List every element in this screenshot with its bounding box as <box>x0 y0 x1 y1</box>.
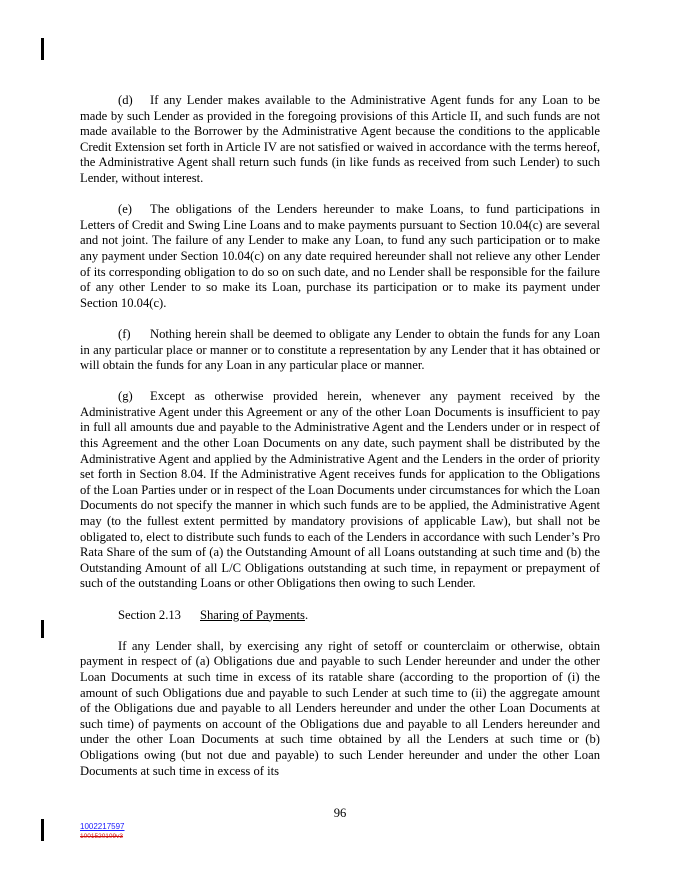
paragraph-text: The obligations of the Lenders hereunder to make Loans, to fund participations in Letters of Credit and Swing Line Loans and to make payments pursuant to Section 10.04(c) are several and not joint. The failure of any Lender to make any Loan, to fund any such participation or to make any payment under Section 10.04(c) on any date required hereunder shall not relieve any other Lender of its corresponding obligation to do so on such date, and no Lender shall be responsible for the failure of any other Lender to so make its Loan, purchase its participation or to make its payment under Section 10.04(c). <box>80 202 600 310</box>
doc-id-prior: 1001520109v3 <box>80 833 124 840</box>
paragraph-label: (d) <box>118 93 133 107</box>
change-bar-footer <box>41 819 44 841</box>
paragraph-label: (e) <box>118 202 132 217</box>
paragraph-label: (f) <box>118 326 131 341</box>
paragraph-text: Nothing herein shall be deemed to obligate any Lender to obtain the funds for any Loan in any particular place or manner or to constitute a representation by any Lender that it has obtained or will obtain the funds for any Loan in any particular place or manner. <box>80 326 600 373</box>
doc-id-current: 1002217597 <box>80 822 125 831</box>
section-heading <box>80 608 600 624</box>
paragraph-d <box>80 93 600 187</box>
section-number: Section 2.13 <box>118 607 181 622</box>
paragraph-label: (g) <box>118 389 133 404</box>
paragraph-text: Except as otherwise provided herein, whenever any payment received by the Administrative Agent under this Agreement or any of the other Loan Documents is insufficient to pay in full all amounts due and payable to the Administrative Agent and the Lenders under or in respect of this Agreement and the other Loan Documents on any date, such payment shall be distributed by the Administrative Agent and applied by the Administrative Agent and the Lenders in the order of priority set forth in Section 8.04. If the Administrative Agent receives funds for application to the Obligations of the Loan Parties under or in respect of the Loan Documents under circumstances for which the Loan Documents do not specify the manner in which such funds are to be applied, the Administrative Agent may (to the fullest extent permitted by mandatory provisions of applicable Law), but shall not be obligated to, elect to distribute such funds to each of the Lenders in accordance with such Lender’s Pro Rata Share of the sum of (a) the Outstanding Amount of all Loans outstanding at such time and (b) the Outstanding Amount of all L/C Obligations outstanding at such time, in repayment or prepayment of such of the outstanding Loans or other Obligations then owing to such Lender. <box>80 389 601 591</box>
document-body <box>80 93 600 795</box>
paragraph-e <box>80 202 600 311</box>
change-bar-section <box>41 620 44 638</box>
change-bar-top <box>41 38 44 60</box>
paragraph-g <box>80 389 600 592</box>
document-id <box>80 822 125 842</box>
section-body: If any Lender shall, by exercising any right of setoff or counterclaim or otherwise, obtain payment in respect of (a) Obligations due and payable to such Lender hereunder and under the other Loan Documents at such time in excess of its ratable share (according to the proportion of (i) the amount of such Obligations due and payable to such Lender at such time to (ii) the aggregate amount of the Obligations due and payable to all Lenders hereunder and under the other Loan Documents at such time) of payments on account of the Obligations due and payable to all Lenders hereunder and under the other Loan Documents at such time obtained by all the Lenders at such time or (b) Obligations owing (but not due and payable) to such Lender hereunder and under the other Loan Documents at such time in excess of its <box>80 638 600 778</box>
section-title-suffix: . <box>304 607 309 622</box>
paragraph-f <box>80 327 600 374</box>
paragraph-text: If any Lender makes available to the Administrative Agent funds for any Loan to be made by such Lender as provided in the foregoing provisions of this Article II, and such funds are not made available to the Borrower by the Administrative Agent because the conditions to the applicable Credit Extension set forth in Article IV are not satisfied or waived in accordance with the terms hereof, the Administrative Agent shall return such funds (in like funds as received from such Lender) to such Lender, without interest. <box>80 93 600 185</box>
page-number: 96 <box>333 806 347 820</box>
section-title: Sharing of Payments <box>200 607 305 622</box>
